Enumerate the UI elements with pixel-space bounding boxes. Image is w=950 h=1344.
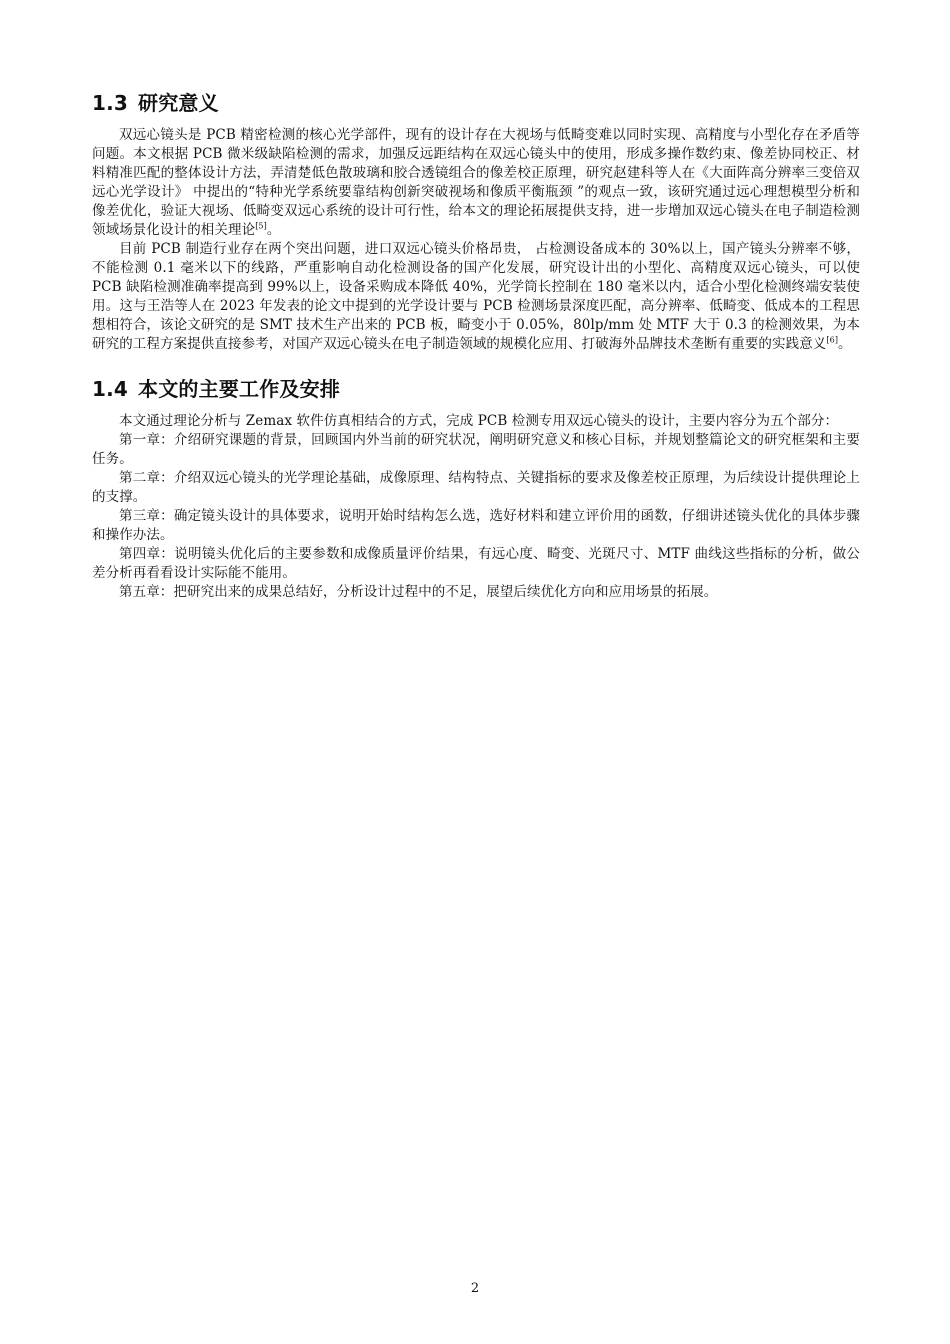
chapter-item: 第五章：把研究出来的成果总结好，分析设计过程中的不足，展望后续优化方向和应用场景的拓展。: [119, 584, 718, 600]
section-heading: [92, 88, 860, 118]
citation-marker: [6]: [826, 335, 839, 345]
chapter-item: 第四章：说明镜头优化后的主要参数和成像质量评价结果，有远心度、畸变、光斑尺寸、MTF 曲线这些指标的分析，做公差分析再看看设计实际能不能用。: [92, 546, 860, 581]
chapter-item: 第一章：介绍研究课题的背景，回顾国内外当前的研究状况，阐明研究意义和核心目标，并规划整篇论文的研究框架和主要任务。: [92, 432, 860, 467]
page-number: 2: [470, 1281, 480, 1296]
paragraph: [92, 240, 860, 354]
section-1-3: [92, 88, 860, 354]
section-number: 1.3: [92, 91, 129, 115]
paragraph-tail: 。: [838, 336, 852, 352]
paragraph-text: 目前 PCB 制造行业存在两个突出问题，进口双远心镜头价格昂贵， 占检测设备成本的 30%以上，国产镜头分辨率不够，不能检测 0.1 毫米以下的线路，严重影响自动化检测设备的国产化发展，研究设计出的小型化、高精度双远心镜头，可以使 PCB 缺陷检测准确率提高到 99%以上，设备采购成本降低 40%，光学筒长控制在 180 毫米以内，适合小型化检测终端安装使用。这与王浩等人在 2023 年发表的论文中提到的光学设计要与 PCB 检测场景深度匹配，高分辨率、低畸变、低成本的工程思想相符合，该论文研究的是 SMT 技术生产出来的 PCB 板，畸变小于 0.05%，80lp/mm 处 MTF 大于 0.3 的检测效果，为本研究的工程方案提供直接参考，对国产双远心镜头在电子制造领域的规模化应用、打破海外品牌技术垄断有重要的实践意义: [92, 241, 860, 352]
section-title: 本文的主要工作及安排: [138, 377, 341, 401]
section-number: 1.4: [92, 377, 129, 401]
chapter-item: 第三章：确定镜头设计的具体要求，说明开始时结构怎么选，选好材料和建立评价用的函数，仔细讲述镜头优化的具体步骤和操作办法。: [92, 508, 860, 543]
section-heading: [92, 374, 860, 404]
paragraph-tail: 。: [266, 222, 281, 238]
paragraph-intro: 本文通过理论分析与 Zemax 软件仿真相结合的方式，完成 PCB 检测专用双远心镜头的设计，主要内容分为五个部分：: [119, 413, 839, 429]
paragraph: [92, 126, 860, 240]
section-1-4: [92, 374, 860, 602]
paragraph-text: 双远心镜头是 PCB 精密检测的核心光学部件，现有的设计存在大视场与低畸变难以同时实现、高精度与小型化存在矛盾等问题。本文根据 PCB 微米级缺陷检测的需求，加强反远距结构在双远心镜头中的使用，形成多操作数约束、像差协同校正、材料精准匹配的整体设计方法，弄清楚低色散玻璃和胶合透镜组合的像差校正原理，研究赵建科等人在《大面阵高分辨率三变倍双远心光学设计》 中提出的“特种光学系统要靠结构创新突破视场和像质平衡瓶颈 ”的观点一致，该研究通过远心理想模型分析和像差优化，验证大视场、低畸变双远心系统的设计可行性，给本文的理论拓展提供支持，进一步增加双远心镜头在电子制造检测领域场景化设计的相关理论: [92, 127, 860, 238]
chapter-item: 第二章：介绍双远心镜头的光学理论基础，成像原理、结构特点、关键指标的要求及像差校正原理，为后续设计提供理论上的支撑。: [92, 470, 860, 505]
citation-marker: [5]: [255, 221, 267, 231]
section-title: 研究意义: [138, 91, 219, 115]
page-content: [92, 88, 860, 622]
